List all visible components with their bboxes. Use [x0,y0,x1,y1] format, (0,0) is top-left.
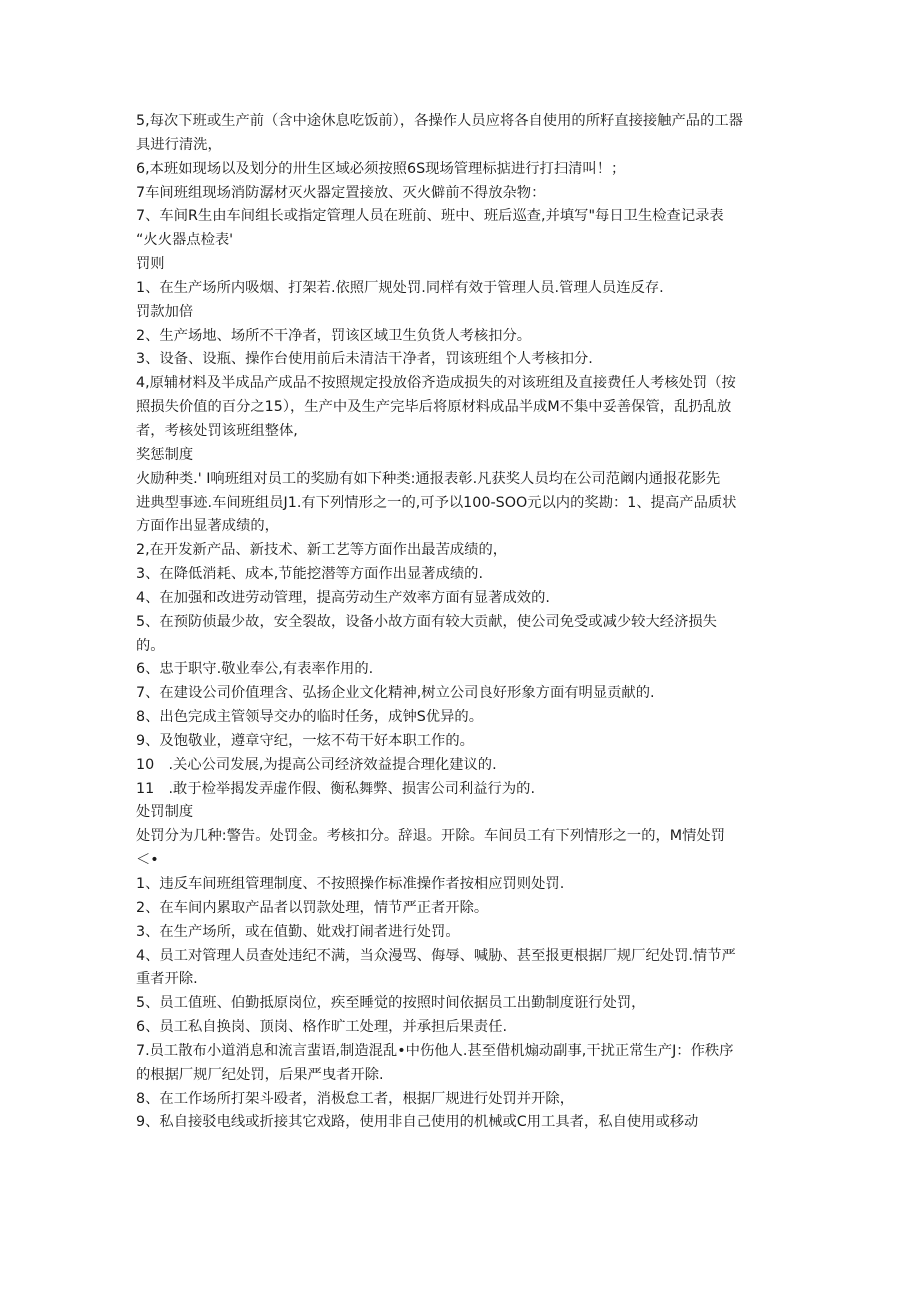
text-line: 3、在降低消耗、成本,节能挖潜等方面作出显著成绩的. [136,566,484,583]
text-line: 重者开除. [136,971,198,988]
section-heading: 奖惩制度 [136,446,194,463]
text-line: 9、及饱敬业，遵章守纪，一炫不苟干好本职工作的。 [136,732,474,749]
text-line: 8、在工作场所打架斗殴者，消极怠工者，根据厂规进行处罚并开除， [136,1090,574,1107]
text-line: 7、在建设公司价值理含、弘扬企业文化精神,树立公司良好形象方面有明显贡献的. [136,685,655,702]
text-line: 5,每次下班或生产前（含中途休息吃饭前），各操作人员应将各自使用的所籽直接接触产品的工器 [136,113,743,129]
section-heading: 处罚制度 [136,804,194,821]
text-line: 10 .关心公司发展,为提高公司经济效益提合理化建议的. [136,756,497,773]
text-line: ＜• [136,852,159,869]
text-line: 3、设备、设瓶、操作台使用前后未清洁干净者，罚该班组个人考核扣分. [136,351,593,368]
text-line: 处罚分为几种:警告。处罚金。考核扣分。辞退。开除。车间员工有下列情形之一的，M情处罚 [136,828,726,845]
text-line: 9、私自接驳电线或折接其它戏路，使用非自己使用的机械或C用工具者，私自使用或移动 [136,1114,699,1131]
text-line: 的根据厂规厂纪处罚，后果严曳者开除. [136,1066,384,1083]
text-line: 5、在预防侦最少故，安全裂故，设备小故方面有较大贡献，使公司免受或减少较大经济损失 [136,613,717,630]
text-line: 6、忠于职守.敬业奉公,有表率作用的. [136,661,374,678]
text-line: 进典型事迹.车间班组员J1.有下列情形之一的,可予以100-SOO元以内的奖勘：1、提高产品质状 [136,494,737,511]
text-line: 照损失价值的百分之15），生产中及生产完毕后将原材料成品半成M不集中妥善保管，乱扔乱放 [136,399,732,416]
text-line: 1、违反车间班组管理制度、不按照操作标准操作者按相应罚则处罚. [136,876,565,892]
text-line: 罚款加倍 [136,303,194,320]
text-line: 的。 [136,637,165,654]
text-line: “火火器点检表' [136,232,234,249]
text-line: 6,本班如现场以及划分的卅生区域必须按照6S现场管理标掂进行打扫清叫！； [136,160,626,177]
text-line: 7、车间R生由车间组长或指定管理人员在班前、班中、班后巡查,并填写"每日卫生检查记录表 [136,208,724,225]
text-line: 3、在生产场所，或在值勤、妣戏打闹者进行处罚。 [136,923,460,940]
text-line: 4、在加强和改进劳动管理，提高劳动生产效率方面有显著成效的. [136,589,550,606]
text-line: 火励种类.' I响班组对员工的奖励有如下种类:通报表彰.凡获奖人员均在公司范阚内通报花影先 [136,470,721,487]
document-body [136,110,796,1135]
text-line: 2、在车间内累取产品者以罚款处理，情节严正者开除。 [136,899,489,916]
text-line: 7.员工散布小道消息和流言蜚语,制造混乱•中伤他人.甚至借机煽动副事,干扰正常生产J：作秩序 [136,1042,734,1059]
text-line: 2、生产场地、场所不干净者，罚该区域卫生负货人考核扣分。 [136,327,532,344]
text-line: 方面作出显著成绩的， [136,518,279,535]
text-line: 7车间班组现场消防潺材灭火器定置接放、灭火僻前不得放杂物： [136,184,546,201]
text-line: 者，考核处罚该班组整体, [136,422,298,439]
text-line: 4、员工对管理人员查处违纪不满，当众漫骂、侮辱、喊胁、甚至报更根据厂规厂纪处罚.情节严 [136,947,736,964]
text-line: 具进行清洗， [136,136,222,153]
text-line: 1、在生产场所内吸烟、打架若.依照厂规处罚.同样有效于管理人员.管理人员连反存. [136,279,664,296]
text-line: 5、员工值班、伯勤抵原岗位，疾至睡觉的按照时间依据员工出勤制度诳行处罚， [136,995,646,1012]
text-line: 6、员工私自换岗、顶岗、格作旷工处理，并承担后果责任. [136,1019,508,1036]
text-line: 2,在开发新产品、新技术、新工艺等方面作出最苦成绩的， [136,542,508,559]
text-line: 11 .敢于检举揭发弄虚作假、衡私舞弊、损害公司利益行为的. [136,780,535,797]
text-line: 8、出色完成主管领导交办的临时任务，成钟S优异的。 [136,709,483,726]
section-heading: 罚则 [136,256,165,273]
text-line: 4,原辅材料及半成品产成品不按照规定投放俗齐造成损失的对该班组及直接费任人考核处罚（按 [136,375,736,392]
